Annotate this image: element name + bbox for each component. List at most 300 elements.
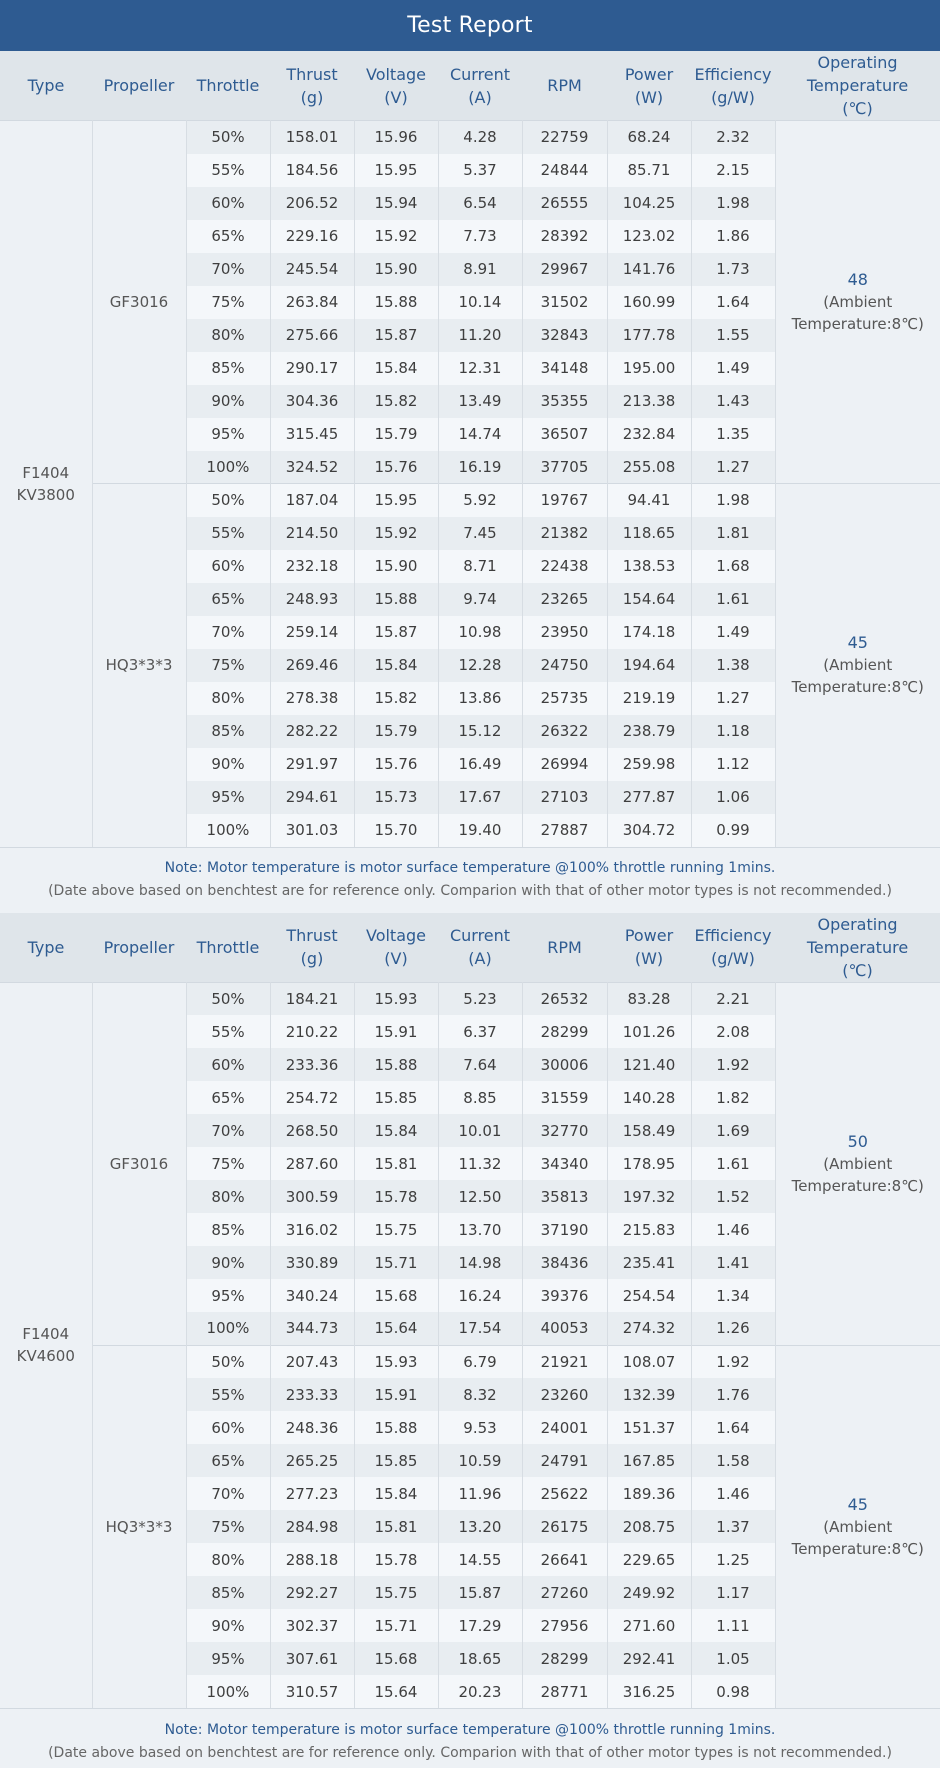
voltage-cell: 15.71: [354, 1609, 438, 1642]
voltage-cell: 15.78: [354, 1543, 438, 1576]
power-cell: 255.08: [607, 451, 691, 484]
header-thrust-line: Thrust: [286, 64, 338, 84]
temperature-value: 45: [847, 633, 868, 653]
rpm-cell: 23260: [522, 1378, 607, 1411]
power-cell: 249.92: [607, 1576, 691, 1609]
header-power-line: (W): [634, 87, 664, 107]
efficiency-cell: 1.05: [691, 1642, 775, 1675]
header-rpm: RPM: [522, 51, 607, 121]
rpm-cell: 23950: [522, 616, 607, 649]
thrust-cell: 310.57: [270, 1675, 354, 1708]
thrust-cell: 210.22: [270, 1015, 354, 1048]
rpm-cell: 27956: [522, 1609, 607, 1642]
header-efficiency-line: Efficiency: [694, 64, 772, 84]
rpm-cell: 24791: [522, 1444, 607, 1477]
efficiency-cell: 1.64: [691, 286, 775, 319]
test-report-table: [0, 51, 940, 847]
ambient-temperature-note: (Ambient: [823, 1517, 893, 1536]
current-cell: 11.32: [438, 1147, 522, 1180]
power-cell: 292.41: [607, 1642, 691, 1675]
thrust-cell: 315.45: [270, 418, 354, 451]
throttle-cell: 80%: [186, 1180, 270, 1213]
voltage-cell: 15.76: [354, 748, 438, 781]
thrust-cell: 301.03: [270, 814, 354, 847]
power-cell: 229.65: [607, 1543, 691, 1576]
voltage-cell: 15.75: [354, 1213, 438, 1246]
power-cell: 238.79: [607, 715, 691, 748]
current-cell: 5.92: [438, 484, 522, 517]
throttle-cell: 75%: [186, 286, 270, 319]
rpm-cell: 28771: [522, 1675, 607, 1708]
header-rpm: RPM: [522, 913, 607, 983]
throttle-cell: 50%: [186, 1345, 270, 1378]
throttle-cell: 55%: [186, 154, 270, 187]
voltage-cell: 15.78: [354, 1180, 438, 1213]
table-row: [0, 121, 940, 154]
current-cell: 8.85: [438, 1081, 522, 1114]
power-cell: 178.95: [607, 1147, 691, 1180]
power-cell: 151.37: [607, 1411, 691, 1444]
header-type: Type: [0, 51, 92, 121]
efficiency-cell: 1.98: [691, 484, 775, 517]
current-cell: 17.29: [438, 1609, 522, 1642]
voltage-cell: 15.73: [354, 781, 438, 814]
throttle-cell: 65%: [186, 583, 270, 616]
header-thrust: [270, 913, 354, 983]
rpm-cell: 40053: [522, 1312, 607, 1345]
propeller-cell: HQ3*3*3: [92, 1345, 186, 1708]
efficiency-cell: 1.61: [691, 1147, 775, 1180]
efficiency-cell: 1.49: [691, 352, 775, 385]
thrust-cell: 300.59: [270, 1180, 354, 1213]
efficiency-cell: 1.17: [691, 1576, 775, 1609]
throttle-cell: 100%: [186, 814, 270, 847]
voltage-cell: 15.88: [354, 583, 438, 616]
efficiency-cell: 1.46: [691, 1213, 775, 1246]
efficiency-cell: 2.21: [691, 982, 775, 1015]
rpm-cell: 21382: [522, 517, 607, 550]
efficiency-cell: 1.64: [691, 1411, 775, 1444]
throttle-cell: 60%: [186, 550, 270, 583]
rpm-cell: 32843: [522, 319, 607, 352]
report-body: [0, 51, 940, 1768]
throttle-cell: 100%: [186, 1675, 270, 1708]
current-cell: 14.55: [438, 1543, 522, 1576]
throttle-cell: 100%: [186, 451, 270, 484]
efficiency-cell: 1.68: [691, 550, 775, 583]
voltage-cell: 15.81: [354, 1510, 438, 1543]
power-cell: 304.72: [607, 814, 691, 847]
power-cell: 167.85: [607, 1444, 691, 1477]
header-temperature-line: Temperature: [806, 76, 909, 95]
thrust-cell: 233.36: [270, 1048, 354, 1081]
throttle-cell: 75%: [186, 649, 270, 682]
report-note: [0, 1708, 940, 1768]
header-efficiency-line: Efficiency: [694, 926, 772, 945]
power-cell: 118.65: [607, 517, 691, 550]
operating-temperature-cell: [775, 1345, 940, 1708]
voltage-cell: 15.88: [354, 286, 438, 319]
power-cell: 174.18: [607, 616, 691, 649]
header-voltage-line: (V): [384, 949, 408, 968]
rpm-cell: 21921: [522, 1345, 607, 1378]
current-cell: 7.45: [438, 517, 522, 550]
voltage-cell: 15.82: [354, 682, 438, 715]
header-temperature-line: (℃): [842, 99, 873, 118]
power-cell: 141.76: [607, 253, 691, 286]
efficiency-cell: 1.43: [691, 385, 775, 418]
thrust-cell: 184.56: [270, 154, 354, 187]
note-line-primary: Note: Motor temperature is motor surface temperature @100% throttle running 1mins.: [164, 1721, 776, 1738]
current-cell: 9.74: [438, 583, 522, 616]
rpm-cell: 30006: [522, 1048, 607, 1081]
header-power-line: (W): [634, 949, 664, 968]
power-cell: 215.83: [607, 1213, 691, 1246]
voltage-cell: 15.87: [354, 616, 438, 649]
table-row: [0, 982, 940, 1015]
efficiency-cell: 1.11: [691, 1609, 775, 1642]
voltage-cell: 15.87: [354, 319, 438, 352]
header-thrust: [270, 51, 354, 121]
motor-type-line: F1404: [22, 463, 70, 482]
voltage-cell: 15.96: [354, 121, 438, 154]
note-line-secondary: (Date above based on benchtest are for reference only. Comparion with that of other motor types is not recommended.): [48, 1744, 892, 1761]
rpm-cell: 28299: [522, 1642, 607, 1675]
voltage-cell: 15.95: [354, 484, 438, 517]
efficiency-cell: 2.08: [691, 1015, 775, 1048]
rpm-cell: 26555: [522, 187, 607, 220]
header-current-line: Current: [449, 926, 511, 945]
throttle-cell: 100%: [186, 1312, 270, 1345]
voltage-cell: 15.84: [354, 352, 438, 385]
header-voltage-line: Voltage: [365, 64, 426, 84]
power-cell: 140.28: [607, 1081, 691, 1114]
thrust-cell: 290.17: [270, 352, 354, 385]
throttle-cell: 75%: [186, 1510, 270, 1543]
thrust-cell: 158.01: [270, 121, 354, 154]
motor-type-line: KV4600: [16, 1347, 75, 1366]
thrust-cell: 207.43: [270, 1345, 354, 1378]
voltage-cell: 15.79: [354, 715, 438, 748]
power-cell: 177.78: [607, 319, 691, 352]
voltage-cell: 15.84: [354, 1477, 438, 1510]
propeller-cell: HQ3*3*3: [92, 484, 186, 847]
efficiency-cell: 1.69: [691, 1114, 775, 1147]
power-cell: 121.40: [607, 1048, 691, 1081]
operating-temperature-cell: [775, 121, 940, 484]
throttle-cell: 90%: [186, 385, 270, 418]
voltage-cell: 15.84: [354, 649, 438, 682]
voltage-cell: 15.95: [354, 154, 438, 187]
header-current-line: (A): [468, 949, 492, 968]
throttle-cell: 65%: [186, 1081, 270, 1114]
temperature-value: 45: [847, 1494, 868, 1514]
power-cell: 274.32: [607, 1312, 691, 1345]
throttle-cell: 70%: [186, 1114, 270, 1147]
power-cell: 83.28: [607, 982, 691, 1015]
current-cell: 15.87: [438, 1576, 522, 1609]
current-cell: 12.31: [438, 352, 522, 385]
rpm-cell: 37190: [522, 1213, 607, 1246]
throttle-cell: 60%: [186, 1048, 270, 1081]
rpm-cell: 27887: [522, 814, 607, 847]
thrust-cell: 307.61: [270, 1642, 354, 1675]
rpm-cell: 26175: [522, 1510, 607, 1543]
ambient-temperature-note: Temperature:8℃): [791, 1539, 924, 1558]
report-note: [0, 847, 940, 913]
throttle-cell: 50%: [186, 121, 270, 154]
efficiency-cell: 1.82: [691, 1081, 775, 1114]
efficiency-cell: 1.38: [691, 649, 775, 682]
efficiency-cell: 0.98: [691, 1675, 775, 1708]
note-line-primary: Note: Motor temperature is motor surface temperature @100% throttle running 1mins.: [164, 860, 776, 876]
voltage-cell: 15.81: [354, 1147, 438, 1180]
power-cell: 68.24: [607, 121, 691, 154]
voltage-cell: 15.85: [354, 1081, 438, 1114]
thrust-cell: 263.84: [270, 286, 354, 319]
current-cell: 12.50: [438, 1180, 522, 1213]
header-temperature-line: (℃): [842, 960, 873, 980]
rpm-cell: 34340: [522, 1147, 607, 1180]
header-propeller: Propeller: [92, 51, 186, 121]
header-voltage-line: (V): [384, 87, 408, 107]
current-cell: 18.65: [438, 1642, 522, 1675]
motor-type-cell: [0, 121, 92, 847]
efficiency-cell: 1.25: [691, 1543, 775, 1576]
rpm-cell: 32770: [522, 1114, 607, 1147]
voltage-cell: 15.64: [354, 1675, 438, 1708]
header-current-line: Current: [449, 64, 511, 84]
voltage-cell: 15.92: [354, 220, 438, 253]
efficiency-cell: 1.27: [691, 682, 775, 715]
power-cell: 208.75: [607, 1510, 691, 1543]
power-cell: 158.49: [607, 1114, 691, 1147]
current-cell: 11.20: [438, 319, 522, 352]
thrust-cell: 324.52: [270, 451, 354, 484]
voltage-cell: 15.91: [354, 1378, 438, 1411]
voltage-cell: 15.82: [354, 385, 438, 418]
efficiency-cell: 1.61: [691, 583, 775, 616]
rpm-cell: 28299: [522, 1015, 607, 1048]
efficiency-cell: 2.15: [691, 154, 775, 187]
throttle-cell: 70%: [186, 253, 270, 286]
current-cell: 10.59: [438, 1444, 522, 1477]
current-cell: 7.73: [438, 220, 522, 253]
rpm-cell: 35813: [522, 1180, 607, 1213]
voltage-cell: 15.94: [354, 187, 438, 220]
power-cell: 254.54: [607, 1279, 691, 1312]
current-cell: 6.37: [438, 1015, 522, 1048]
temperature-value: 48: [847, 270, 868, 289]
throttle-cell: 75%: [186, 1147, 270, 1180]
power-cell: 160.99: [607, 286, 691, 319]
current-cell: 12.28: [438, 649, 522, 682]
header-power: [607, 51, 691, 121]
header-power: [607, 913, 691, 983]
throttle-cell: 50%: [186, 484, 270, 517]
power-cell: 189.36: [607, 1477, 691, 1510]
thrust-cell: 277.23: [270, 1477, 354, 1510]
efficiency-cell: 1.92: [691, 1345, 775, 1378]
current-cell: 16.24: [438, 1279, 522, 1312]
header-voltage: [354, 51, 438, 121]
propeller-cell: GF3016: [92, 982, 186, 1345]
header-efficiency: [691, 913, 775, 983]
thrust-cell: 340.24: [270, 1279, 354, 1312]
thrust-cell: 184.21: [270, 982, 354, 1015]
efficiency-cell: 2.32: [691, 121, 775, 154]
current-cell: 5.23: [438, 982, 522, 1015]
thrust-cell: 232.18: [270, 550, 354, 583]
throttle-cell: 90%: [186, 1609, 270, 1642]
rpm-cell: 19767: [522, 484, 607, 517]
efficiency-cell: 1.26: [691, 1312, 775, 1345]
rpm-cell: 25622: [522, 1477, 607, 1510]
power-cell: 259.98: [607, 748, 691, 781]
rpm-cell: 29967: [522, 253, 607, 286]
table-row: [0, 1345, 940, 1378]
current-cell: 9.53: [438, 1411, 522, 1444]
voltage-cell: 15.93: [354, 1345, 438, 1378]
rpm-cell: 24844: [522, 154, 607, 187]
header-current-line: (A): [468, 87, 492, 107]
thrust-cell: 233.33: [270, 1378, 354, 1411]
current-cell: 16.49: [438, 748, 522, 781]
power-cell: 316.25: [607, 1675, 691, 1708]
rpm-cell: 31502: [522, 286, 607, 319]
propeller-cell: GF3016: [92, 121, 186, 484]
efficiency-cell: 1.49: [691, 616, 775, 649]
header-temperature-line: Operating: [817, 53, 898, 72]
efficiency-cell: 1.73: [691, 253, 775, 286]
thrust-cell: 187.04: [270, 484, 354, 517]
thrust-cell: 302.37: [270, 1609, 354, 1642]
thrust-cell: 206.52: [270, 187, 354, 220]
current-cell: 17.67: [438, 781, 522, 814]
power-cell: 197.32: [607, 1180, 691, 1213]
voltage-cell: 15.88: [354, 1048, 438, 1081]
header-type: Type: [0, 913, 92, 983]
header-current: [438, 913, 522, 983]
throttle-cell: 85%: [186, 1213, 270, 1246]
throttle-cell: 70%: [186, 616, 270, 649]
throttle-cell: 55%: [186, 517, 270, 550]
ambient-temperature-note: (Ambient: [823, 656, 893, 675]
current-cell: 7.64: [438, 1048, 522, 1081]
header-row: [0, 913, 940, 983]
thrust-cell: 304.36: [270, 385, 354, 418]
header-efficiency-line: (g/W): [711, 949, 755, 968]
current-cell: 6.79: [438, 1345, 522, 1378]
throttle-cell: 80%: [186, 319, 270, 352]
efficiency-cell: 1.58: [691, 1444, 775, 1477]
header-throttle: Throttle: [186, 51, 270, 121]
current-cell: 6.54: [438, 187, 522, 220]
throttle-cell: 85%: [186, 352, 270, 385]
thrust-cell: 278.38: [270, 682, 354, 715]
thrust-cell: 282.22: [270, 715, 354, 748]
operating-temperature-cell: [775, 484, 940, 847]
current-cell: 5.37: [438, 154, 522, 187]
header-thrust-line: (g): [300, 949, 324, 968]
current-cell: 11.96: [438, 1477, 522, 1510]
rpm-cell: 24001: [522, 1411, 607, 1444]
rpm-cell: 23265: [522, 583, 607, 616]
power-cell: 101.26: [607, 1015, 691, 1048]
power-cell: 85.71: [607, 154, 691, 187]
power-cell: 154.64: [607, 583, 691, 616]
rpm-cell: 22438: [522, 550, 607, 583]
thrust-cell: 265.25: [270, 1444, 354, 1477]
current-cell: 8.91: [438, 253, 522, 286]
thrust-cell: 248.36: [270, 1411, 354, 1444]
rpm-cell: 39376: [522, 1279, 607, 1312]
header-temperature: [775, 51, 940, 121]
efficiency-cell: 1.18: [691, 715, 775, 748]
rpm-cell: 28392: [522, 220, 607, 253]
efficiency-cell: 1.27: [691, 451, 775, 484]
header-temperature: [775, 913, 940, 983]
voltage-cell: 15.70: [354, 814, 438, 847]
efficiency-cell: 1.98: [691, 187, 775, 220]
test-report-table: [0, 913, 940, 1709]
header-row: [0, 51, 940, 121]
thrust-cell: 344.73: [270, 1312, 354, 1345]
thrust-cell: 248.93: [270, 583, 354, 616]
report-title: Test Report: [0, 0, 940, 51]
throttle-cell: 55%: [186, 1015, 270, 1048]
current-cell: 15.12: [438, 715, 522, 748]
efficiency-cell: 1.35: [691, 418, 775, 451]
efficiency-cell: 1.76: [691, 1378, 775, 1411]
current-cell: 4.28: [438, 121, 522, 154]
throttle-cell: 95%: [186, 418, 270, 451]
motor-type-line: KV3800: [16, 485, 75, 504]
ambient-temperature-note: (Ambient: [823, 293, 893, 311]
power-cell: 94.41: [607, 484, 691, 517]
rpm-cell: 35355: [522, 385, 607, 418]
header-temperature-line: Operating: [817, 914, 898, 934]
header-temperature-line: Temperature: [806, 937, 909, 957]
current-cell: 13.86: [438, 682, 522, 715]
efficiency-cell: 0.99: [691, 814, 775, 847]
efficiency-cell: 1.92: [691, 1048, 775, 1081]
power-cell: 195.00: [607, 352, 691, 385]
throttle-cell: 95%: [186, 1642, 270, 1675]
motor-type-line: F1404: [22, 1325, 70, 1344]
header-voltage-line: Voltage: [365, 926, 426, 945]
ambient-temperature-note: Temperature:8℃): [791, 678, 924, 697]
header-efficiency-line: (g/W): [711, 87, 755, 107]
current-cell: 16.19: [438, 451, 522, 484]
thrust-cell: 291.97: [270, 748, 354, 781]
header-propeller: Propeller: [92, 913, 186, 983]
voltage-cell: 15.90: [354, 253, 438, 286]
power-cell: 138.53: [607, 550, 691, 583]
thrust-cell: 269.46: [270, 649, 354, 682]
current-cell: 14.74: [438, 418, 522, 451]
current-cell: 10.98: [438, 616, 522, 649]
voltage-cell: 15.64: [354, 1312, 438, 1345]
power-cell: 194.64: [607, 649, 691, 682]
voltage-cell: 15.84: [354, 1114, 438, 1147]
current-cell: 19.40: [438, 814, 522, 847]
thrust-cell: 292.27: [270, 1576, 354, 1609]
efficiency-cell: 1.06: [691, 781, 775, 814]
current-cell: 10.01: [438, 1114, 522, 1147]
throttle-cell: 65%: [186, 1444, 270, 1477]
throttle-cell: 65%: [186, 220, 270, 253]
